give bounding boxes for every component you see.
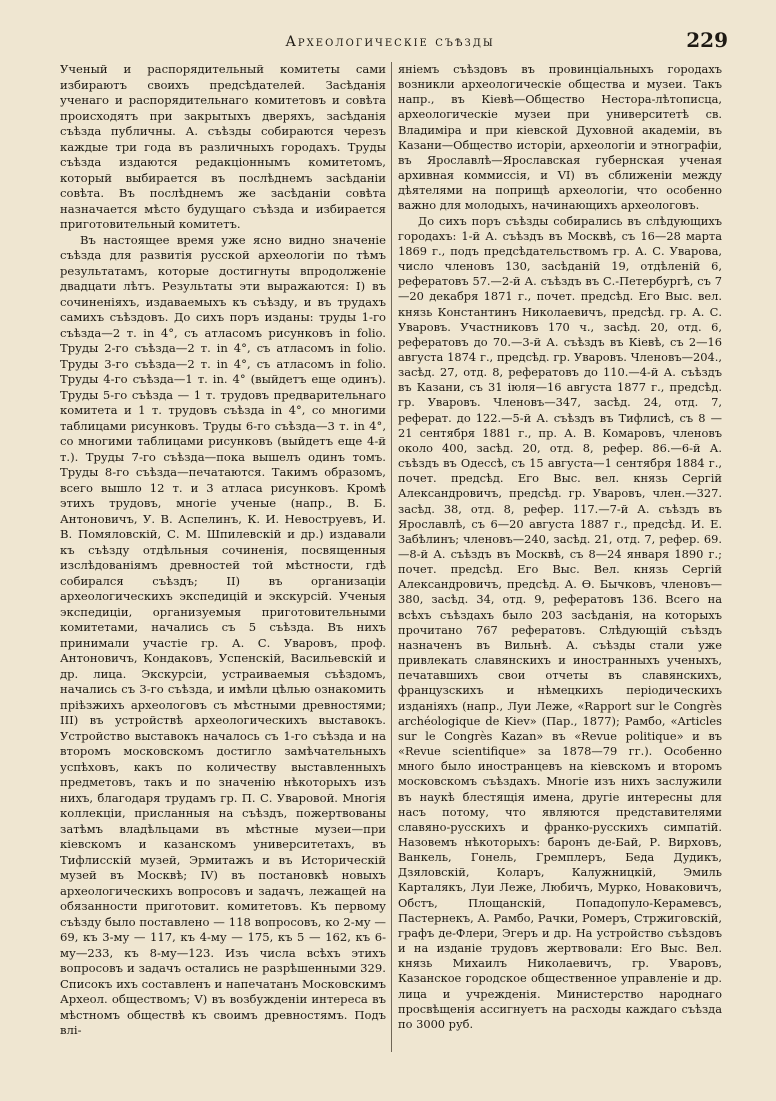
header-title: Археологическіе съѣзды [285,34,495,50]
left-column [60,62,386,1052]
paragraph: Въ настоящее время уже ясно видно значеніе съѣзда для развитія русской археологіи по тѣмъ результатамъ, которые достигнуты впродолженіе двадцати лѣтъ. Результаты эти выражаются: I) въ сочиненіяхъ, издаваемыхъ къ съѣзду, и въ трудахъ самихъ съѣздовъ. До сихъ поръ изданы: труды 1-го съѣзда—2 т. in 4°, съ атласомъ рисунковъ in folio. Труды 2-го съѣзда—2 т. in 4°, съ атласомъ in folio. Труды 3-го съѣзда—2 т. in 4°, съ атласомъ in folio. Труды 4-го съѣзда—1 т. in. 4° (выйдетъ еще одинъ). Труды 5-го съѣзда — 1 т. трудовъ предварительнаго комитета и 1 т. трудовъ съѣзда in 4°, со многими таблицами рисунковъ. Труды 6-го съѣзда—3 т. in 4°, со многими таблицами рисунковъ (выйдетъ еще 4-й т.). Труды 7-го съѣзда—пока вышелъ одинъ томъ. Труды 8-го съѣзда—печатаются. Такимъ образомъ, всего вышло 12 т. и 3 атласа рисунковъ. Кромѣ этихъ трудовъ, многіе ученые (напр., В. Б. Антоновичъ, У. В. Аспелинъ, К. И. Невоструевъ, И. В. Помяловскій, С. М. Шпилевскій и др.) издавали къ съѣзду отдѣльныя сочиненія, посвященныя изслѣдованіямъ древностей той мѣстности, гдѣ собирался съѣздъ; II) въ организаціи археологическихъ экспедицій и экскурсій. Ученыя экспедиціи, организуемыя приготовительными комитетами, начались съ 5 съѣзда. Въ нихъ принимали участіе гр. А. С. Уваровъ, проф. Антоновичъ, Кондаковъ, Успенскій, Васильевскій и др. лица. Экскурсіи, устраиваемыя съѣздомъ, начались съ 3-го съѣзда, и имѣли цѣлью ознакомить пріѣзжихъ археологовъ съ мѣстными древностями; III) въ устройствѣ археологическихъ выставокъ. Устройство выставокъ началось съ 1-го съѣзда и на второмъ московскомъ достигло замѣчательныхъ успѣховъ, какъ по количеству выставленныхъ предметовъ, такъ и по значенію нѣкоторыхъ изъ нихъ, благодаря трудамъ гр. П. С. Уваровой. Многія коллекціи, присланныя на съѣздъ, пожертвованы затѣмъ владѣльцами въ мѣстные музеи—при кіевскомъ и казанскомъ университетахъ, въ Тифлисскій музей, Эрмитажъ и въ Историческій музей въ Москвѣ; IV) въ постановкѣ новыхъ археологическихъ вопросовъ и задачъ, лежащей на обязанности приготовит. комитетовъ. Къ первому съѣзду было поставлено — 118 вопросовъ, ко 2-му — 69, къ 3-му — 117, къ 4-му — 175, къ 5 — 162, къ 6-му—233, къ 8-му—123. Изъ числа всѣхъ этихъ вопросовъ и задачъ остались не разрѣшенными 329. Списокъ ихъ составленъ и напечатанъ Московскимъ Археол. обществомъ; V) въ возбужденіи интереса въ мѣстномъ обществѣ къ своимъ древностямъ. Подъ влі- [60,232,386,1037]
column-divider [391,62,392,1052]
paragraph: Ученый и распорядительный комитеты сами избираютъ своихъ предсѣдателей. Засѣданія ученаго и распорядительнаго комитетовъ и совѣта происходятъ при закрытыхъ дверяхъ, засѣданія съѣзда публичны. А. съѣзды собираются черезъ каждые три года въ различныхъ городахъ. Труды съѣзда издаются редакціоннымъ комитетомъ, который выбирается въ послѣднемъ засѣданіи совѣта. Въ послѣднемъ же засѣданіи совѣта назначается мѣсто будущаго съѣзда и избирается приготовительный комитетъ. [60,62,386,231]
page-number: 229 [686,28,728,52]
paragraph: яніемъ съѣздовъ въ провинціальныхъ городахъ возникли археологическіе общества и музеи. Такъ напр., въ Кіевѣ—Общество Нестора-лѣтописца, археологическіе музеи при университетѣ св. Владиміра и при кіевской Духовной академіи, въ Казани—Общество исторіи, археологіи и этнографіи, въ Ярославлѣ—Ярославская губернская ученая архивная коммиссія, и VI) въ сближеніи между дѣятелями на поприщѣ археологіи, что особенно важно для молодыхъ, начинающихъ археологовъ. [398,62,722,213]
right-column [398,62,722,1052]
paragraph: До сихъ поръ съѣзды собирались въ слѣдующихъ городахъ: 1-й А. съѣздъ въ Москвѣ, съ 16—28 марта 1869 г., подъ предсѣдательствомъ гр. А. С. Уварова, число членовъ 130, засѣданій 19, отдѣленій 6, рефератовъ 57.—2-й А. съѣздъ въ С.-Петербургѣ, съ 7—20 декабря 1871 г., почет. предсѣд. Его Выс. вел. князь Константинъ Николаевичъ, предсѣд. гр. А. С. Уваровъ. Участниковъ 170 ч., засѣд. 20, отд. 6, рефератовъ до 70.—3-й А. съѣздъ въ Кіевѣ, съ 2—16 августа 1874 г., предсѣд. гр. Уваровъ. Членовъ—204., засѣд. 27, отд. 8, рефератовъ до 110.—4-й А. съѣздъ въ Казани, съ 31 іюля—16 августа 1877 г., предсѣд. гр. Уваровъ. Членовъ—347, засѣд. 24, отд. 7, реферат. до 122.—5-й А. съѣздъ въ Тифлисѣ, съ 8 — 21 сентября 1881 г., пр. А. В. Комаровъ, членовъ около 400, засѣд. 20, отд. 8, рефер. 86.—6-й А. съѣздъ въ Одессѣ, съ 15 августа—1 сентября 1884 г., почет. предсѣд. Его Выс. вел. князь Сергій Александровичъ, предсѣд. гр. Уваровъ, член.—327. засѣд. 38, отд. 8, рефер. 117.—7-й А. съѣздъ въ Ярославлѣ, съ 6—20 августа 1887 г., предсѣд. И. Е. Забѣлинъ; членовъ—240, засѣд. 21, отд. 7, рефер. 69.—8-й А. съѣздъ въ Москвѣ, съ 8—24 января 1890 г.; почет. предсѣд. Его Выс. Вел. князь Сергій Александровичъ, предсѣд. А. Ѳ. Бычковъ, членовъ—380, засѣд. 34, отд. 9, рефератовъ 136. Всего на всѣхъ съѣздахъ было 203 засѣданія, на которыхъ прочитано 767 рефератовъ. Слѣдующій съѣздъ назначенъ въ Вильнѣ. А. съѣзды стали уже привлекать славянскихъ и иностранныхъ ученыхъ, печатавшихъ свои отчеты въ славянскихъ, французскихъ и нѣмецкихъ періодическихъ изданіяхъ (напр., Луи Леже, «Rapport sur le Congrès archéologique de Kiev» (Пар., 1877); Рамбо, «Articles sur le Congrès Kazan» въ «Revue politique» и въ «Revue scientifique» за 1878—79 гг.). Особенно много было иностранцевъ на кіевскомъ и второмъ московскомъ съѣздахъ. Многіе изъ нихъ заслужили въ наукѣ блестящія имена, другіе интересны для насъ потому, что являются представителями славяно-русскихъ и франко-русскихъ симпатій. Назовемъ нѣкоторыхъ: баронъ де-Бай, Р. Вирховъ, Ванкель, Гонель, Гремплеръ, Беда Дудикъ, Дзяловскій, Коларъ, Калужницкій, Эмиль Карталякъ, Луи Леже, Любичъ, Мурко, Новаковичъ, Обстъ, Площанскій, Попадопуло-Керамевсъ, Пастернекъ, А. Рамбо, Рачки, Ромеръ, Стржиговскій, графъ де-Флери, Эгеръ и др. На устройство съѣздовъ и на изданіе трудовъ жертвовали: Его Выс. Вел. князь Михаилъ Николаевичъ, гр. Уваровъ, Казанское городское общественное управленіе и др. лица и учрежденія. Министерство народнаго просвѣщенія ассигнуетъ на расходы каждаго съѣзда по 3000 руб. [398,213,722,1031]
running-header [60,26,728,56]
